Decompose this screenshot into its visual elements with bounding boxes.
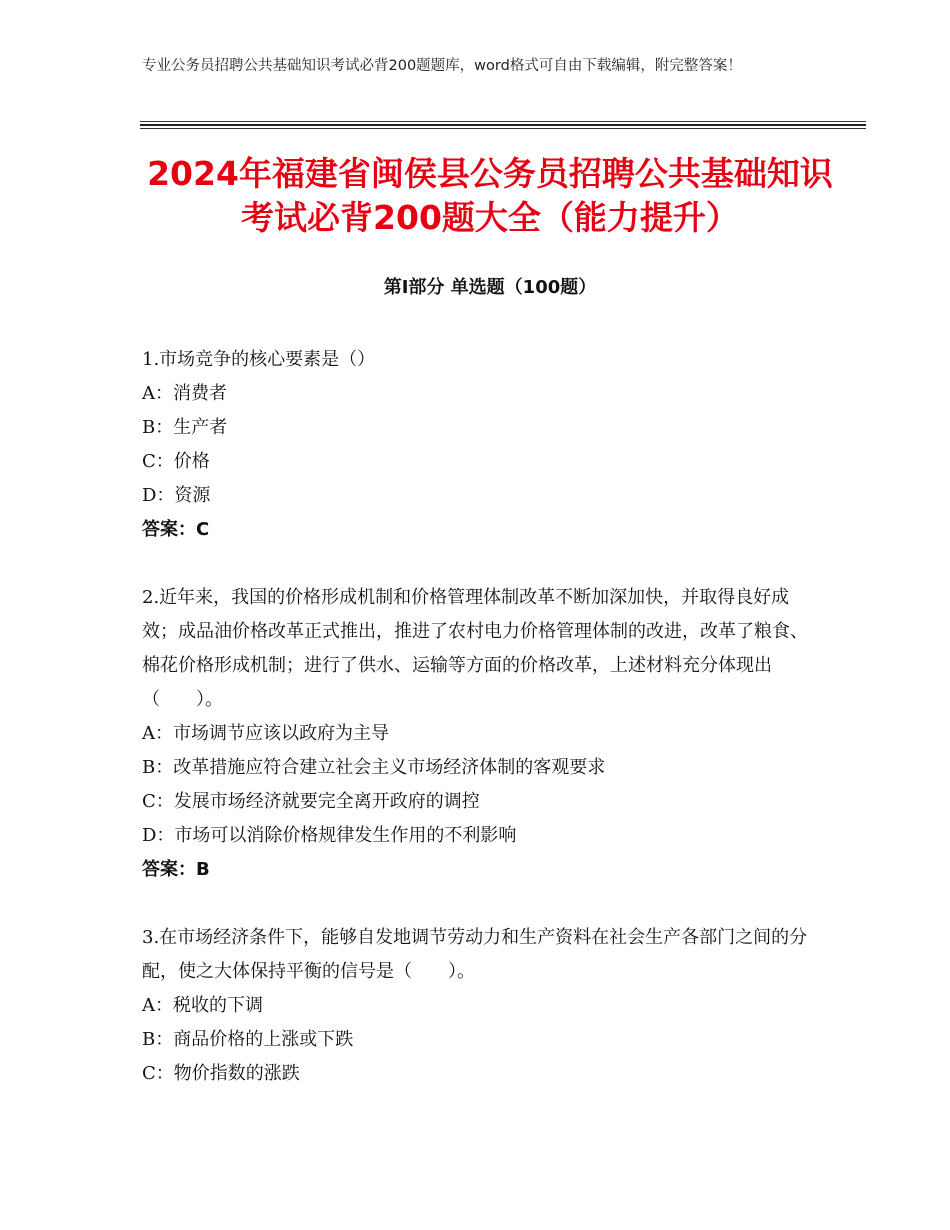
option-c: C：物价指数的涨跌 [142,1063,300,1084]
option-b: B：生产者 [142,417,228,438]
header-note: 专业公务员招聘公共基础知识考试必背200题题库，word格式可自由下载编辑，附完整答案！ [142,58,742,74]
header-divider-bottom [140,128,866,129]
header-divider-top [140,121,866,122]
option-a: A：市场调节应该以政府为主导 [142,723,389,744]
section-title: 第Ⅰ部分 单选题（100题） [383,277,597,298]
question-list [142,343,812,1091]
option-a: A：税收的下调 [142,995,263,1016]
answer: 答案：B [142,859,210,880]
question-text: 3.在市场经济条件下，能够自发地调节劳动力和生产资料在社会生产各部门之间的分配，使之大体保持平衡的信号是（ ）。 [142,927,808,982]
option-b: B：改革措施应符合建立社会主义市场经济体制的客观要求 [142,757,606,778]
option-d: D：市场可以消除价格规律发生作用的不利影响 [142,825,517,846]
option-a: A：消费者 [142,383,227,404]
document-title: 2024年福建省闽侯县公务员招聘公共基础知识考试必背200题大全（能力提升） [147,154,833,237]
question-spacer [142,547,812,581]
question-2 [142,581,812,887]
option-b: B：商品价格的上涨或下跌 [142,1029,354,1050]
question-text: 1.市场竞争的核心要素是（） [142,349,376,370]
header-divider-thick [140,124,866,126]
option-c: C：价格 [142,451,210,472]
option-c: C：发展市场经济就要完全离开政府的调控 [142,791,480,812]
question-1 [142,343,812,547]
question-3 [142,921,812,1091]
question-text: 2.近年来，我国的价格形成机制和价格管理体制改革不断加深加快，并取得良好成效；成品油价格改革正式推出，推进了农村电力价格管理体制的改进，改革了粮食、棉花价格形成机制；进行了供水、运输等方面的价格改革，上述材料充分体现出（ ）。 [142,587,808,710]
option-d: D：资源 [142,485,211,506]
question-spacer [142,887,812,921]
answer: 答案：C [142,519,210,540]
